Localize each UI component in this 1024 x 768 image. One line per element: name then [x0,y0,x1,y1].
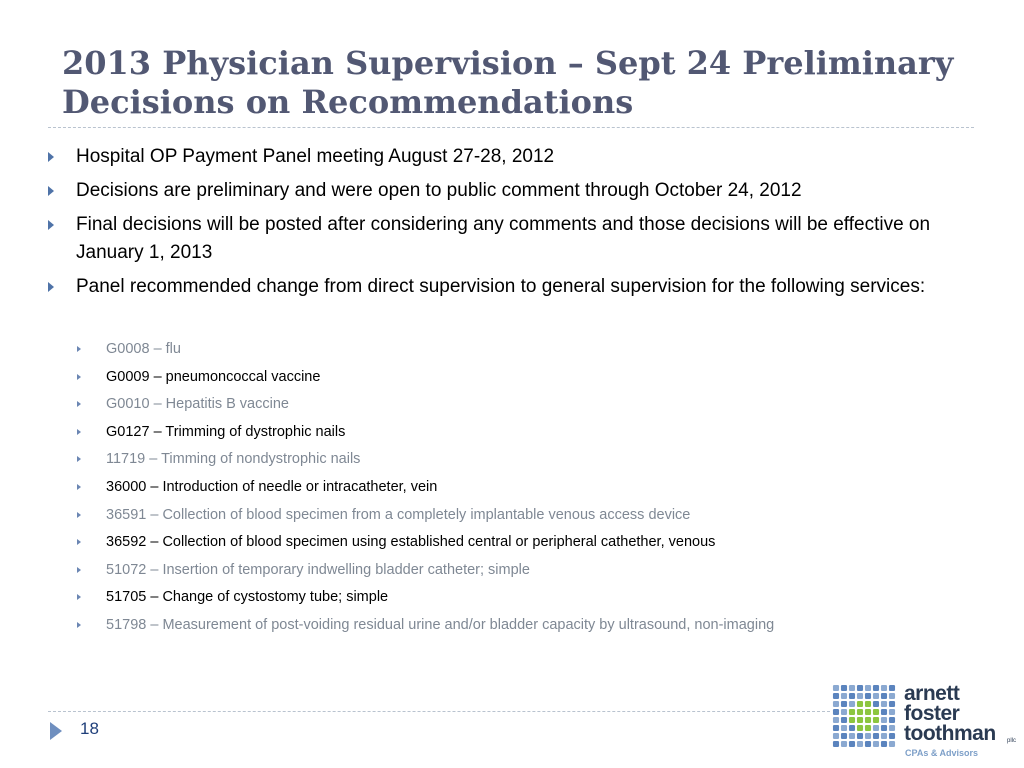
bullet-text: Final decisions will be posted after considering any comments and those decisions will be effective on January 1, 2013 [76,214,931,263]
company-logo-wordmark [904,684,996,744]
service-text: 51798 – Measurement of post-voiding residual urine and/or bladder capacity by ultrasound, non-imaging [106,616,775,633]
company-logo-icon [832,684,896,748]
service-text: 36591 – Collection of blood specimen from a completely implantable venous access device [106,506,691,523]
service-text: G0008 – flu [106,341,181,357]
bullet-item [48,273,978,301]
service-text: 51705 – Change of cystostomy tube; simple [106,589,389,606]
service-text: 11719 – Timming of nondystrophic nails [106,451,361,468]
sub-bullet-arrow-icon [77,456,81,462]
service-text: G0009 – pneumoncoccal vaccine [106,368,321,385]
bullet-text: Hospital OP Payment Panel meeting August 27-28, 2012 [76,146,555,167]
sub-bullet-arrow-icon [77,512,81,518]
sub-bullet-arrow-icon [77,539,81,545]
service-item [77,529,977,557]
service-text: G0127 – Trimming of dystrophic nails [106,423,346,440]
bullet-text: Decisions are preliminary and were open to public comment through October 24, 2012 [76,180,802,201]
service-item [77,364,977,392]
service-text: 51072 – Insertion of temporary indwelling bladder catheter; simple [106,561,530,578]
service-code-list [77,336,977,640]
logo-word: foster [904,702,960,725]
service-item [77,391,977,419]
service-item [77,474,977,502]
service-text: G0010 – Hepatitis B vaccine [106,396,289,413]
bullet-arrow-icon [48,152,54,162]
sub-bullet-arrow-icon [77,484,81,490]
service-item [77,502,977,530]
service-item [77,557,977,585]
bullet-text: Panel recommended change from direct supervision to general supervision for the following services: [76,276,926,297]
sub-bullet-arrow-icon [77,401,81,407]
bullet-item [48,143,978,171]
bullet-arrow-icon [48,282,54,292]
sub-bullet-arrow-icon [77,622,81,628]
bullet-arrow-icon [48,220,54,230]
sub-bullet-arrow-icon [77,429,81,435]
service-text: 36592 – Collection of blood specimen using established central or peripheral cathether, venous [106,534,716,551]
slide-title: 2013 Physician Supervision – Sept 24 Preliminary Decisions on Recommendations [62,44,954,121]
sub-bullet-arrow-icon [77,374,81,380]
sub-bullet-arrow-icon [77,567,81,573]
service-item [77,446,977,474]
sub-bullet-arrow-icon [77,346,81,352]
title-divider [48,127,974,128]
bullet-item [48,177,978,205]
page-marker-icon [50,722,62,740]
bullet-item [48,211,978,267]
service-item [77,612,977,640]
service-item [77,419,977,447]
logo-suffix: pllc [1007,738,1017,744]
bullet-arrow-icon [48,186,54,196]
service-item [77,584,977,612]
logo-word: toothman [904,722,996,745]
page-number: 18 [80,719,99,738]
logo-tagline: CPAs & Advisors [905,748,979,758]
logo-word: arnett [904,682,960,705]
service-text: 36000 – Introduction of needle or intracatheter, vein [106,478,438,495]
service-item [77,336,977,364]
footer-divider [48,711,830,712]
main-bullet-list [48,143,978,307]
sub-bullet-arrow-icon [77,594,81,600]
